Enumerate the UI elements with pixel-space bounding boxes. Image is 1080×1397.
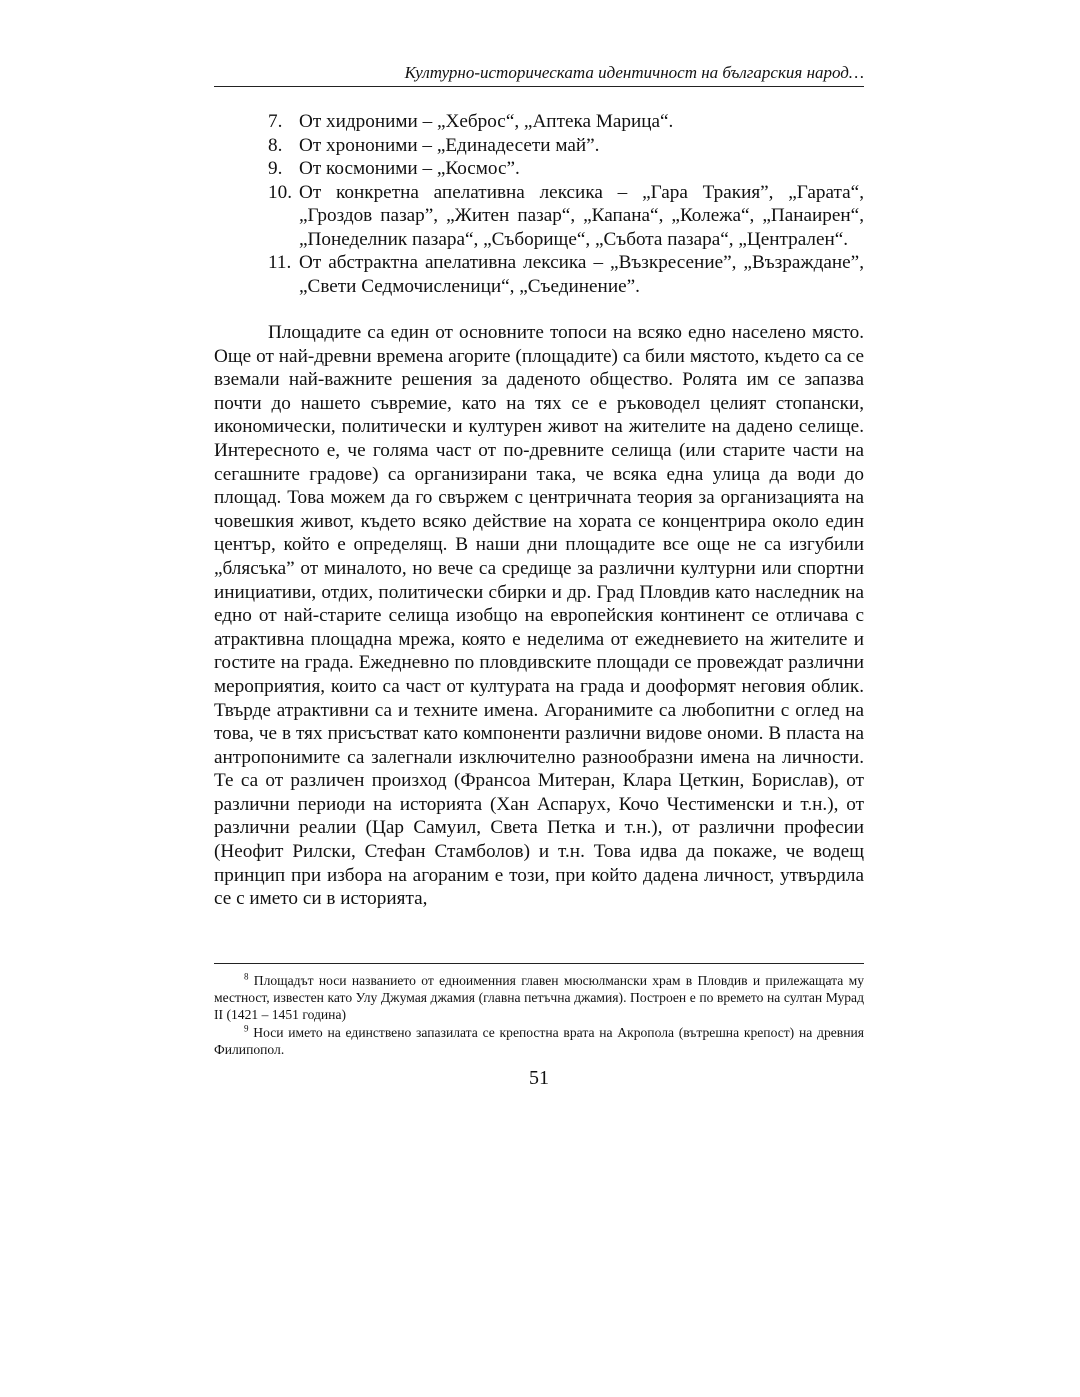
list-item: [214, 251, 864, 298]
list-item: [214, 110, 864, 134]
footnote-rule: [214, 963, 864, 964]
body-paragraph: Площадите са един от основните топоси на всяко едно населено място. Още от най-древни времена агорите (площадите) са били мястото, където са се вземали най-важните решения за даденото общество. Ролята им се запазва почти до нашето съвремие, като на тях се е ръководел целият стопански, икономически, политически и културен живот на жителите на дадено селище. Интересното е, че голяма част от по-древните селища (или старите части на сегашните градове) са организирани така, че всяка една улица да води до площад. Това можем да го свържем с центричната теория за организацията на човешкия живот, където всяко действие на хората се концентрира около един център, който е определящ. В наши дни площадите все още не са изгубили „блясъка” от миналото, но вече са средище за различни културни или спортни инициативи, отдих, политически сбирки и др. Град Пловдив като наследник на едно от най-старите селища изобщо на европейския континент се отличава с атрактивна площадна мрежа, която е неделима от ежедневието на жителите и гостите на града. Ежедневно по пловдивските площади се провеждат различни мероприятия, които са част от културата на града и дооформят неговия облик. Твърде атрактивни са и техните имена. Агоранимите са любопитни с оглед на това, че в тях присъстват като компоненти различни видове ономи. В пласта на антропонимите са залегнали изключително разнообразни имена на личности. Те са от различен произход (Франсоа Митеран, Клара Цеткин, Борислав), от различни периоди на историята (Хан Аспарух, Кочо Честименски и т.н.), от различни реалии (Цар Самуил, Света Петка и т.н.), от различни професии (Неофит Рилски, Стефан Стамболов) и т.н. Това идва да покаже, че водещ принцип при избора на агораним е този, при който дадена личност, утвърдила се с името си в историята,: [214, 322, 864, 910]
footnotes: [214, 972, 864, 1058]
list-item-number: 8.: [268, 134, 283, 156]
list-item-text: От конкретна апелативна лексика – „Гара Тракия”, „Гарата“, „Гроздов пазар”, „Житен пазар“, „Капана“, „Колежа“, „Панаирен“, „Понеделник пазара“, „Съборище“, „Събота пазара“, „Централен“.: [299, 181, 864, 250]
running-header: Културно-историческата идентичност на българския народ…: [404, 63, 864, 82]
toponym-list: [214, 110, 864, 298]
footnote: [214, 1024, 864, 1058]
footnote-text: Носи името на единствено запазилата се крепостна врата на Акропола (вътрешна крепост) на древния Филипопол.: [214, 1024, 864, 1057]
header-rule: [214, 86, 864, 87]
footnote-mark: 9: [244, 1023, 249, 1034]
footnote-text: Площадът носи названието от едноименния главен мюсюлмански храм в Пловдив и прилежащата му местност, известен като Улу Джумая джамия (главна петъчна джамия). Построен е по времето на султан Мурад II (1421 – 1451 година): [214, 973, 864, 1023]
list-item: [214, 157, 864, 181]
list-item-number: 10.: [268, 181, 292, 203]
page-number: 51: [529, 1067, 549, 1089]
list-item-text: От хидроними – „Хеброс“, „Аптека Марица“.: [299, 111, 674, 132]
footnote-mark: 8: [244, 971, 249, 982]
footnote: [214, 972, 864, 1024]
list-item-number: 9.: [268, 158, 283, 179]
list-item: [214, 181, 864, 252]
list-item-number: 7.: [268, 111, 283, 132]
list-item: [214, 134, 864, 158]
list-item-number: 11.: [268, 252, 292, 273]
list-item-text: От хрононими – „Единадесети май”.: [299, 134, 600, 156]
list-item-text: От абстрактна апелативна лексика – „Възкресение”, „Възраждане”, „Свети Седмочисленици“, „Съединение”.: [299, 252, 864, 297]
list-item-text: От космоними – „Космос”.: [299, 158, 520, 179]
